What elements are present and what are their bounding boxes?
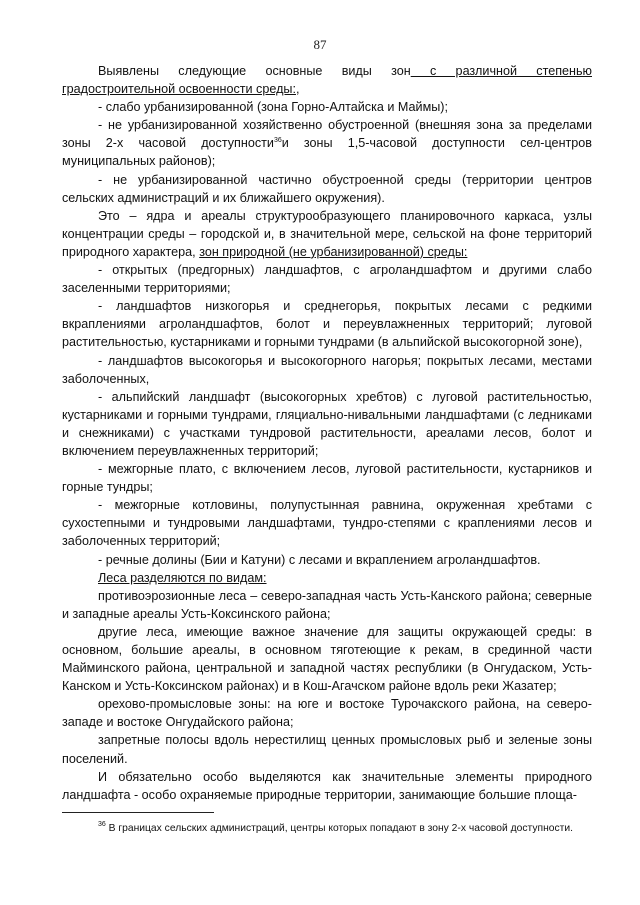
paragraph: Это – ядра и ареалы структурообразующего планировочного каркаса, узлы концентрации среды – городской и, в значительной мере, сельской на фоне территорий природного характера, зон природной (не урбанизированной) среды: xyxy=(62,208,592,259)
paragraph: орехово-промысловые зоны: на юге и востоке Турочакского района, на северо-западе и востоке Онгудайского района; xyxy=(62,697,592,730)
paragraph: Выявлены следующие основные виды зон с различной степенью градостроительной освоенности среды:, xyxy=(62,64,592,97)
footnote-text: В границах сельских администраций, центры которых попадают в зону 2-х часовой доступности. xyxy=(105,823,573,834)
list-item: - речные долины (Бии и Катуни) с лесами и вкраплением агроландшафтов. xyxy=(98,552,541,567)
list-item: - не урбанизированной хозяйственно обустроенной (внешняя зона за пределами зоны 2-х часовой доступности$^{36}$и зоны 1,5-часовой доступности сел-центров муниципальных районов); xyxy=(62,118,592,169)
paragraph: запретные полосы вдоль нерестилищ ценных промысловых рыб и зеленые зоны поселений. xyxy=(62,733,592,766)
list-item: - альпийский ландшафт (высокогорных хребтов) с луговой растительностью, кустарниками и горными тундрами, гляциально-нивальными ландшафтами (с ледниками и снежниками) с участками тундровой растительности, ареалами лесов, болот и включением переувлажненных территорий; xyxy=(62,389,592,458)
paragraph: другие леса, имеющие важное значение для защиты окружающей среды: в основном, большие ареалы, в основном тяготеющие к рекам, в срединной части Майминского района, центральной и западной частях республики (в Онгудаском, Усть-Канском и Усть-Коксинском районах) и в Кош-Агачском районе вдоль реки Жазатер; xyxy=(62,624,592,694)
list-item: - ландшафтов высокогорья и высокогорного нагорья; покрытых лесами, местами заболоченных, xyxy=(62,353,592,386)
footnote xyxy=(62,820,592,838)
footnote-reference[interactable]: 36 xyxy=(273,137,282,145)
underlined-heading: Леса разделяются по видам: xyxy=(98,570,267,585)
footnote-mark: 36 xyxy=(98,821,106,828)
list-item: - межгорные плато, с включением лесов, луговой растительности, кустарников и горные тундры; xyxy=(62,462,592,495)
list-item: - межгорные котловины, полупустынная равнина, окруженная хребтами с сухостепными и тундровыми ландшафтами, тундро-степями с краплениями лесов и заболоченных территорий; xyxy=(62,498,592,549)
list-item: - не урбанизированной частично обустроенной среды (территории центров сельских администраций и их ближайшего окружения). xyxy=(62,172,592,205)
underlined-heading: зон природной (не урбанизированной) среды: xyxy=(199,244,468,259)
paragraph: И обязательно особо выделяются как значительные элементы природного ландшафта - особо охраняемые природные территории, занимающие большие площа- xyxy=(62,769,592,802)
paragraph: противоэрозионные леса – северо-западная часть Усть-Канского района; северные и западные ареалы Усть-Коксинского района; xyxy=(62,588,592,621)
footnote-divider xyxy=(62,812,214,813)
body-text xyxy=(62,62,592,804)
list-item: - слабо урбанизированной (зона Горно-Алтайска и Маймы); xyxy=(98,100,448,115)
list-item: - открытых (предгорных) ландшафтов, с агроландшафтом и другими слабо заселенными территориями; xyxy=(62,263,592,296)
paragraph xyxy=(62,569,592,587)
list-item: - ландшафтов низкогорья и среднегорья, покрытых лесами с редкими вкраплениями агроландшафтов, болот и переувлажненных территорий; луговой растительностью, кустарниками и горными тундрами (в альпийской высокогорной зоне), xyxy=(62,299,592,350)
underlined-heading: с различной степенью градостроительной освоенности среды: xyxy=(62,64,592,97)
page-number: 87 xyxy=(313,37,327,52)
